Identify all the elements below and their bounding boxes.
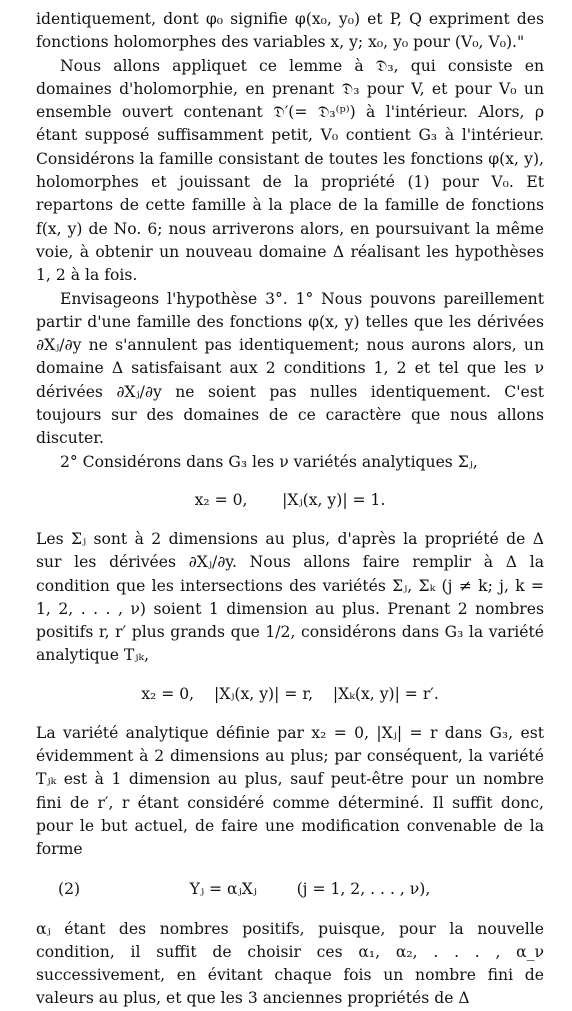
paragraph-3: Envisageons l'hypothèse 3°. 1° Nous pouvons pareillement partir d'une famille des fonctions φ(x, y) telles que les dérivées ∂Xⱼ/∂y ne s'annulent pas identiquement; nous aurons alors, un domaine Δ satisfaisant aux 2 conditions 1, 2 et tel que les ν dérivées ∂Xⱼ/∂y ne soient pas nulles identiquement. C'est toujours sur des domaines de ce caractère que nous allons discuter. xyxy=(36,289,544,448)
paragraph-2: Nous allons appliquet ce lemme à 𝔇₃, qui consiste en domaines d'holomorphie, en prenant 𝔇₃ pour V, et pour V₀ un ensemble ouvert contenant 𝔇′(= 𝔇₃⁽ᵖ⁾) à l'intérieur. Alors, ρ étant supposé suffisamment petit, V₀ contient G₃ à l'intérieur. Considérons la famille consistant de toutes les fonctions φ(x, y), holomorphes et jouissant de la propriété (1) pour V₀. Et repartons de cette famille à la place de la famille de fonctions f(x, y) de No. 6; nous arriverons alors, en poursuivant la même voie, à obtenir un nouveau domaine Δ réalisant les hypothèses 1, 2 à la fois. xyxy=(36,56,544,285)
equation-2-number: (2) xyxy=(58,879,81,898)
equation-sigma xyxy=(36,474,544,528)
equation-2-body: Yⱼ = αⱼXⱼ (j = 1, 2, . . . , ν), xyxy=(189,879,431,898)
equation-t xyxy=(36,668,544,722)
paragraph-5: Les Σⱼ sont à 2 dimensions au plus, d'après la propriété de Δ sur les dérivées ∂Xⱼ/∂y. Nous allons faire remplir à Δ la condition que les intersections des variétés Σⱼ, Σₖ (j ≠ k; j, k = 1, 2, . . . , ν) soient 1 dimension au plus. Prenant 2 nombres positifs r, r′ plus grands que 1/2, considérons dans G₃ la variété analytique Tⱼₖ, xyxy=(36,529,544,665)
paragraph-7: αⱼ étant des nombres positifs, puisque, pour la nouvelle condition, il suffit de choisir ces α₁, α₂, . . . , α_ν successivement, en évitant chaque fois un nombre fini de valeurs au plus, et que les 3 anciennes propriétés de Δ xyxy=(36,919,544,1008)
paragraph-4: 2° Considérons dans G₃ les ν variétés analytiques Σⱼ, xyxy=(60,452,478,471)
page-body xyxy=(36,8,544,1011)
equation-sigma-body: x₂ = 0, |Xⱼ(x, y)| = 1. xyxy=(194,491,386,510)
paragraph-6: La variété analytique définie par x₂ = 0, |Xⱼ| = r dans G₃, est évidemment à 2 dimensions au plus; par conséquent, la variété Tⱼₖ est à 1 dimension au plus, sauf peut-être pour un nombre fini de r′, r étant considéré comme déterminé. Il suffit donc, pour le but actuel, de faire une modification convenable de la forme xyxy=(36,723,544,859)
equation-t-body: x₂ = 0, |Xⱼ(x, y)| = r, |Xₖ(x, y)| = r′. xyxy=(141,685,439,704)
equation-2 xyxy=(36,862,544,918)
paragraph-1: identiquement, dont φ₀ signifie φ(x₀, y₀) et P, Q expriment des fonctions holomorphes des variables x, y; x₀, y₀ pour (V₀, V₀)." xyxy=(36,10,544,52)
